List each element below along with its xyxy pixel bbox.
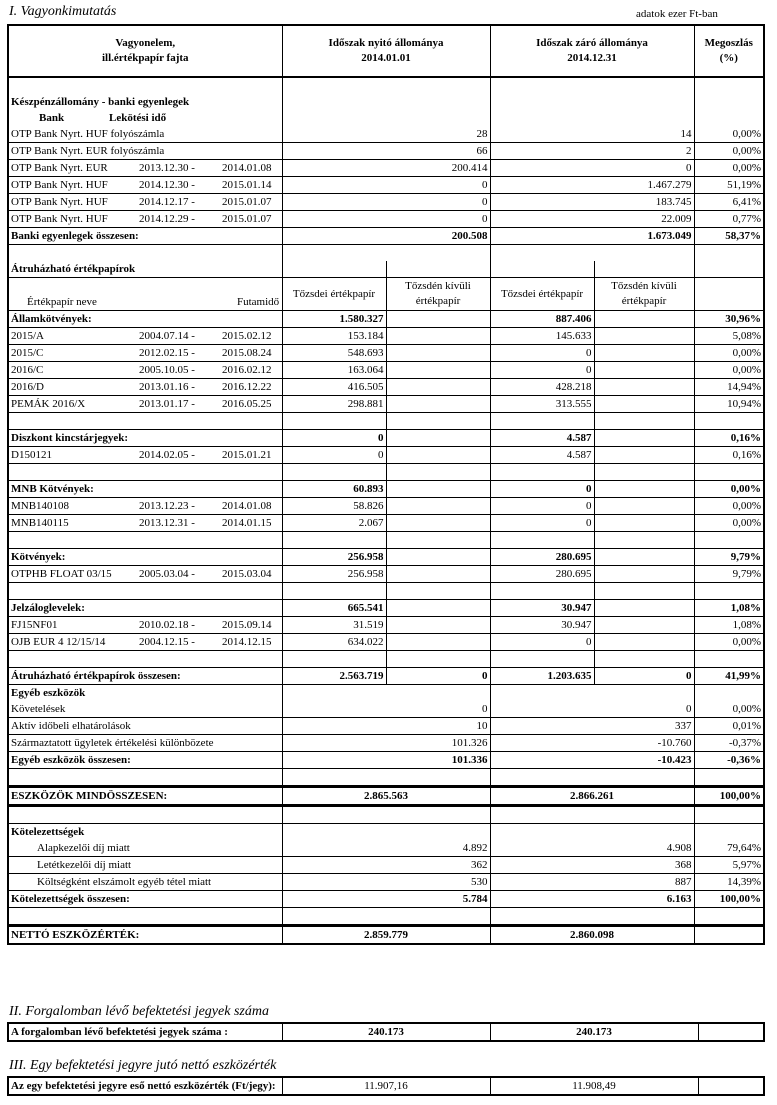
group-close-otc (594, 600, 694, 617)
group-label: Kötvények: (8, 549, 282, 566)
instrument-name: OTPHB FLOAT 03/15 (11, 568, 112, 580)
share-value: -0,37% (694, 735, 764, 752)
open-exchange: 0 (282, 447, 386, 464)
close-exchange: 0 (490, 345, 594, 362)
securities-title: Átruházható értékpapírok (8, 261, 282, 278)
table-row (8, 857, 764, 874)
table-row (8, 566, 764, 583)
share-value: 0,16% (694, 447, 764, 464)
group-share: 0,00% (694, 481, 764, 498)
term-start: 2004.12.15 - (139, 636, 195, 648)
securities-subheader (8, 278, 282, 311)
share-value: 0,00% (694, 345, 764, 362)
instrument-name: 2015/A (11, 330, 44, 342)
close-exchange: 313.555 (490, 396, 594, 413)
securities-total-label: Átruházható értékpapírok összesen: (8, 668, 282, 685)
section-3-title: III. Egy befektetési jegyre jutó nettó eszközérték (9, 1058, 277, 1073)
opening-value: 28 (282, 126, 490, 143)
securities-total-open-ex: 2.563.719 (282, 668, 386, 685)
instrument-name: OTP Bank Nyrt. HUF (11, 196, 108, 208)
row-label (8, 617, 282, 634)
assets-total-open: 2.865.563 (282, 787, 490, 806)
open-exchange: 153.184 (282, 328, 386, 345)
row-label (8, 194, 282, 211)
group-open-exchange: 665.541 (282, 600, 386, 617)
group-close-otc (594, 549, 694, 566)
nav-per-unit-close: 11.908,49 (490, 1077, 698, 1095)
row-label (8, 362, 282, 379)
instrument-name: FJ15NF01 (11, 619, 58, 631)
term-start: 2014.02.05 - (139, 449, 195, 461)
opening-value: 362 (282, 857, 490, 874)
liabilities-total-pct: 100,00% (694, 891, 764, 908)
instrument-name: 2016/C (11, 364, 44, 376)
close-exchange: 280.695 (490, 566, 594, 583)
share-value: 0,00% (694, 498, 764, 515)
group-open-otc (386, 481, 490, 498)
group-open-otc (386, 430, 490, 447)
cash-total-label: Banki egyenlegek összesen: (8, 228, 282, 245)
group-label: MNB Kötvények: (8, 481, 282, 498)
instrument-name: PEMÁK 2016/X (11, 398, 86, 410)
share-value: 0,77% (694, 211, 764, 228)
cash-subheader-row (8, 110, 764, 126)
share-value: 5,97% (694, 857, 764, 874)
row-label (8, 566, 282, 583)
group-close-exchange: 30.947 (490, 600, 594, 617)
header-row (8, 25, 764, 77)
net-open: 2.859.779 (282, 926, 490, 945)
term-start: 2012.02.15 - (139, 347, 195, 359)
units-outstanding-open: 240.173 (282, 1023, 490, 1041)
table-row (8, 634, 764, 651)
group-open-otc (386, 311, 490, 328)
term-end: 2014.01.08 (222, 162, 272, 174)
row-label (8, 160, 282, 177)
spacer-row (8, 245, 764, 262)
table-row (8, 328, 764, 345)
row-label (8, 447, 282, 464)
term-end: 2016.05.25 (222, 398, 272, 410)
section-1-title: I. Vagyonkimutatás (9, 4, 117, 19)
group-total-row (8, 600, 764, 617)
other-total-close: -10.423 (490, 752, 694, 769)
row-label (8, 396, 282, 413)
spacer-row (8, 413, 764, 430)
table-row (8, 447, 764, 464)
closing-value: -10.760 (490, 735, 694, 752)
share-value: 0,01% (694, 718, 764, 735)
cash-total-pct: 58,37% (694, 228, 764, 245)
term-start: 2013.12.23 - (139, 500, 195, 512)
term-start: 2004.07.14 - (139, 330, 195, 342)
term-end: 2014.01.15 (222, 517, 272, 529)
spacer-row (8, 583, 764, 600)
term-end: 2015.01.07 (222, 196, 272, 208)
net-close: 2.860.098 (490, 926, 694, 945)
share-value: 0,00% (694, 143, 764, 160)
spacer-row (8, 77, 764, 94)
closing-value: 4.908 (490, 840, 694, 857)
opening-value: 530 (282, 874, 490, 891)
term-end: 2015.08.24 (222, 347, 272, 359)
header-share: Megoszlás (%) (694, 25, 764, 77)
cash-subheader (8, 110, 282, 126)
spacer-row (8, 769, 764, 787)
table-row (8, 345, 764, 362)
share-value: 1,08% (694, 617, 764, 634)
close-exchange: 145.633 (490, 328, 594, 345)
opening-value: 66 (282, 143, 490, 160)
open-exchange: 256.958 (282, 566, 386, 583)
closing-value: 22.009 (490, 211, 694, 228)
term-start: 2013.12.31 - (139, 517, 195, 529)
share-value: 0,00% (694, 160, 764, 177)
sub-name: Értékpapír neve (27, 296, 97, 308)
row-label (8, 379, 282, 396)
term-end: 2014.01.08 (222, 500, 272, 512)
table-row (8, 194, 764, 211)
instrument-name: OTP Bank Nyrt. EUR (11, 162, 108, 174)
table-row (8, 515, 764, 532)
group-label: Diszkont kincstárjegyek: (8, 430, 282, 447)
close-exchange: 0 (490, 515, 594, 532)
closing-value: 2 (490, 143, 694, 160)
closing-value: 0 (490, 701, 694, 718)
term-start: 2005.03.04 - (139, 568, 195, 580)
close-exchange: 0 (490, 498, 594, 515)
term-start: 2013.01.16 - (139, 381, 195, 393)
liabilities-total-row (8, 891, 764, 908)
open-exchange: 2.067 (282, 515, 386, 532)
share-value: 9,79% (694, 566, 764, 583)
other-total-label: Egyéb eszközök összesen: (8, 752, 282, 769)
table-row (8, 701, 764, 718)
spacer-row (8, 806, 764, 824)
other-total-pct: -0,36% (694, 752, 764, 769)
group-close-otc (594, 430, 694, 447)
opening-value: 200.414 (282, 160, 490, 177)
securities-total-close-otc: 0 (594, 668, 694, 685)
group-share: 9,79% (694, 549, 764, 566)
term-end: 2014.12.15 (222, 636, 272, 648)
closing-value: 887 (490, 874, 694, 891)
share-value: 14,94% (694, 379, 764, 396)
share-value: 0,00% (694, 701, 764, 718)
row-label (8, 328, 282, 345)
table-row (8, 126, 764, 143)
group-label: Államkötvények: (8, 311, 282, 328)
group-total-row (8, 549, 764, 566)
term-end: 2015.01.14 (222, 179, 272, 191)
open-exchange: 298.881 (282, 396, 386, 413)
closing-value: 337 (490, 718, 694, 735)
nav-per-unit-table (7, 1076, 765, 1096)
instrument-name: MNB140108 (11, 500, 70, 512)
row-label (8, 515, 282, 532)
spacer-row (8, 908, 764, 926)
nav-per-unit-open: 11.907,16 (282, 1077, 490, 1095)
open-exchange: 634.022 (282, 634, 386, 651)
table-row (8, 379, 764, 396)
table-row (8, 177, 764, 194)
share-value: 0,00% (694, 515, 764, 532)
table-row (8, 143, 764, 160)
cash-total-open: 200.508 (282, 228, 490, 245)
table-row (8, 735, 764, 752)
sub-maturity: Futamidő (237, 296, 280, 308)
securities-total-pct: 41,99% (694, 668, 764, 685)
section-2-title: II. Forgalomban lévő befektetési jegyek száma (9, 1004, 269, 1019)
securities-total-open-otc: 0 (386, 668, 490, 685)
group-open-exchange: 0 (282, 430, 386, 447)
liabilities-total-label: Kötelezettségek összesen: (8, 891, 282, 908)
header-closing: Időszak záró állománya 2014.12.31 (490, 25, 694, 77)
row-label: Költségként elszámolt egyéb tétel miatt (8, 874, 282, 891)
table-row (8, 211, 764, 228)
asset-statement-table (7, 24, 765, 945)
share-value: 79,64% (694, 840, 764, 857)
opening-value: 4.892 (282, 840, 490, 857)
securities-total-close-ex: 1.203.635 (490, 668, 594, 685)
table-row (8, 840, 764, 857)
section-title-row (8, 824, 764, 841)
liabilities-title: Kötelezettségek (8, 824, 282, 841)
opening-value: 0 (282, 701, 490, 718)
group-total-row (8, 311, 764, 328)
row-label (8, 177, 282, 194)
col-exchange-close: Tőzsdei értékpapír (490, 278, 594, 311)
closing-value: 368 (490, 857, 694, 874)
term-end: 2015.09.14 (222, 619, 272, 631)
header-opening: Időszak nyitó állománya 2014.01.01 (282, 25, 490, 77)
open-exchange: 548.693 (282, 345, 386, 362)
header-asset: Vagyonelem, ill.értékpapír fajta (8, 25, 282, 77)
close-exchange: 0 (490, 634, 594, 651)
table-row (8, 617, 764, 634)
share-value: 14,39% (694, 874, 764, 891)
other-title: Egyéb eszközök (8, 685, 282, 702)
share-value: 6,41% (694, 194, 764, 211)
row-label (8, 211, 282, 228)
nav-per-unit-label: Az egy befektetési jegyre eső nettó eszközérték (Ft/jegy): (11, 1080, 276, 1092)
sub-term: Lekötési idő (109, 112, 167, 124)
share-value: 0,00% (694, 362, 764, 379)
share-value: 0,00% (694, 634, 764, 651)
term-end: 2016.02.12 (222, 364, 272, 376)
term-end: 2015.03.04 (222, 568, 272, 580)
spacer-row (8, 532, 764, 549)
term-start: 2014.12.30 - (139, 179, 195, 191)
closing-value: 183.745 (490, 194, 694, 211)
term-start: 2013.01.17 - (139, 398, 195, 410)
group-share: 1,08% (694, 600, 764, 617)
group-close-exchange: 4.587 (490, 430, 594, 447)
spacer-row (8, 464, 764, 481)
units-outstanding-label: A forgalomban lévő befektetési jegyek száma : (11, 1026, 228, 1038)
assets-total-label: ESZKÖZÖK MINDÖSSZESEN: (8, 787, 282, 806)
opening-value: 0 (282, 211, 490, 228)
group-total-row (8, 430, 764, 447)
open-exchange: 163.064 (282, 362, 386, 379)
instrument-name: OTP Bank Nyrt. HUF (11, 179, 108, 191)
group-close-exchange: 280.695 (490, 549, 594, 566)
opening-value: 101.326 (282, 735, 490, 752)
group-close-otc (594, 481, 694, 498)
instrument-name: OJB EUR 4 12/15/14 (11, 636, 106, 648)
closing-value: 14 (490, 126, 694, 143)
spacer-row (8, 651, 764, 668)
opening-value: 0 (282, 177, 490, 194)
term-end: 2016.12.22 (222, 381, 272, 393)
closing-value: 1.467.279 (490, 177, 694, 194)
term-start: 2014.12.29 - (139, 213, 195, 225)
term-start: 2013.12.30 - (139, 162, 195, 174)
open-exchange: 416.505 (282, 379, 386, 396)
table-row (8, 160, 764, 177)
group-open-exchange: 1.580.327 (282, 311, 386, 328)
table-row (8, 874, 764, 891)
row-label: OTP Bank Nyrt. EUR folyószámla (8, 143, 282, 160)
row-label: Aktív időbeli elhatárolások (8, 718, 282, 735)
term-end: 2015.02.12 (222, 330, 272, 342)
row-label (8, 345, 282, 362)
closing-value: 0 (490, 160, 694, 177)
cash-total-close: 1.673.049 (490, 228, 694, 245)
row-label: Származtatott ügyletek értékelési különbözete (8, 735, 282, 752)
term-start: 2005.10.05 - (139, 364, 195, 376)
group-open-exchange: 60.893 (282, 481, 386, 498)
term-start: 2010.02.18 - (139, 619, 195, 631)
col-otc-open: Tőzsdén kívüli értékpapír (386, 278, 490, 311)
section-title-row (8, 685, 764, 702)
close-exchange: 428.218 (490, 379, 594, 396)
section-title-row (8, 94, 764, 110)
opening-value: 0 (282, 194, 490, 211)
liabilities-total-close: 6.163 (490, 891, 694, 908)
units-note: adatok ezer Ft-ban (636, 8, 718, 20)
group-share: 0,16% (694, 430, 764, 447)
col-otc-close: Tőzsdén kívüli értékpapír (594, 278, 694, 311)
group-close-exchange: 0 (490, 481, 594, 498)
group-close-exchange: 887.406 (490, 311, 594, 328)
assets-total-pct: 100,00% (694, 787, 764, 806)
group-label: Jelzáloglevelek: (8, 600, 282, 617)
table-row (8, 498, 764, 515)
assets-total-row (8, 787, 764, 806)
share-value: 51,19% (694, 177, 764, 194)
col-exchange-open: Tőzsdei értékpapír (282, 278, 386, 311)
group-open-exchange: 256.958 (282, 549, 386, 566)
close-exchange: 4.587 (490, 447, 594, 464)
instrument-name: 2015/C (11, 347, 44, 359)
net-label: NETTÓ ESZKÖZÉRTÉK: (8, 926, 282, 945)
close-exchange: 30.947 (490, 617, 594, 634)
group-open-otc (386, 549, 490, 566)
open-exchange: 58.826 (282, 498, 386, 515)
row-label: Alapkezelői díj miatt (8, 840, 282, 857)
assets-total-close: 2.866.261 (490, 787, 694, 806)
other-total-open: 101.336 (282, 752, 490, 769)
term-end: 2015.01.07 (222, 213, 272, 225)
instrument-name: 2016/D (11, 381, 44, 393)
sub-bank: Bank (39, 112, 65, 124)
term-end: 2015.01.21 (222, 449, 272, 461)
group-close-otc (594, 311, 694, 328)
row-label (8, 634, 282, 651)
units-outstanding-table (7, 1022, 765, 1042)
group-share: 30,96% (694, 311, 764, 328)
share-value: 5,08% (694, 328, 764, 345)
cash-title: Készpénzállomány - banki egyenlegek (8, 94, 282, 110)
share-value: 10,94% (694, 396, 764, 413)
instrument-name: D150121 (11, 449, 52, 461)
instrument-name: OTP Bank Nyrt. HUF (11, 213, 108, 225)
liabilities-total-open: 5.784 (282, 891, 490, 908)
other-total-row (8, 752, 764, 769)
row-label: Követelések (8, 701, 282, 718)
securities-total-row (8, 668, 764, 685)
table-row (8, 718, 764, 735)
section-title-row (8, 261, 764, 278)
row-label: OTP Bank Nyrt. HUF folyószámla (8, 126, 282, 143)
units-outstanding-close: 240.173 (490, 1023, 698, 1041)
share-value: 0,00% (694, 126, 764, 143)
row-label (8, 498, 282, 515)
group-open-otc (386, 600, 490, 617)
row-label: Letétkezelői díj miatt (8, 857, 282, 874)
close-exchange: 0 (490, 362, 594, 379)
opening-value: 10 (282, 718, 490, 735)
open-exchange: 31.519 (282, 617, 386, 634)
term-start: 2014.12.17 - (139, 196, 195, 208)
instrument-name: MNB140115 (11, 517, 69, 529)
table-row (8, 362, 764, 379)
securities-subheader-row (8, 278, 764, 311)
group-total-row (8, 481, 764, 498)
cash-total-row (8, 228, 764, 245)
table-row (8, 396, 764, 413)
net-asset-row (8, 926, 764, 945)
